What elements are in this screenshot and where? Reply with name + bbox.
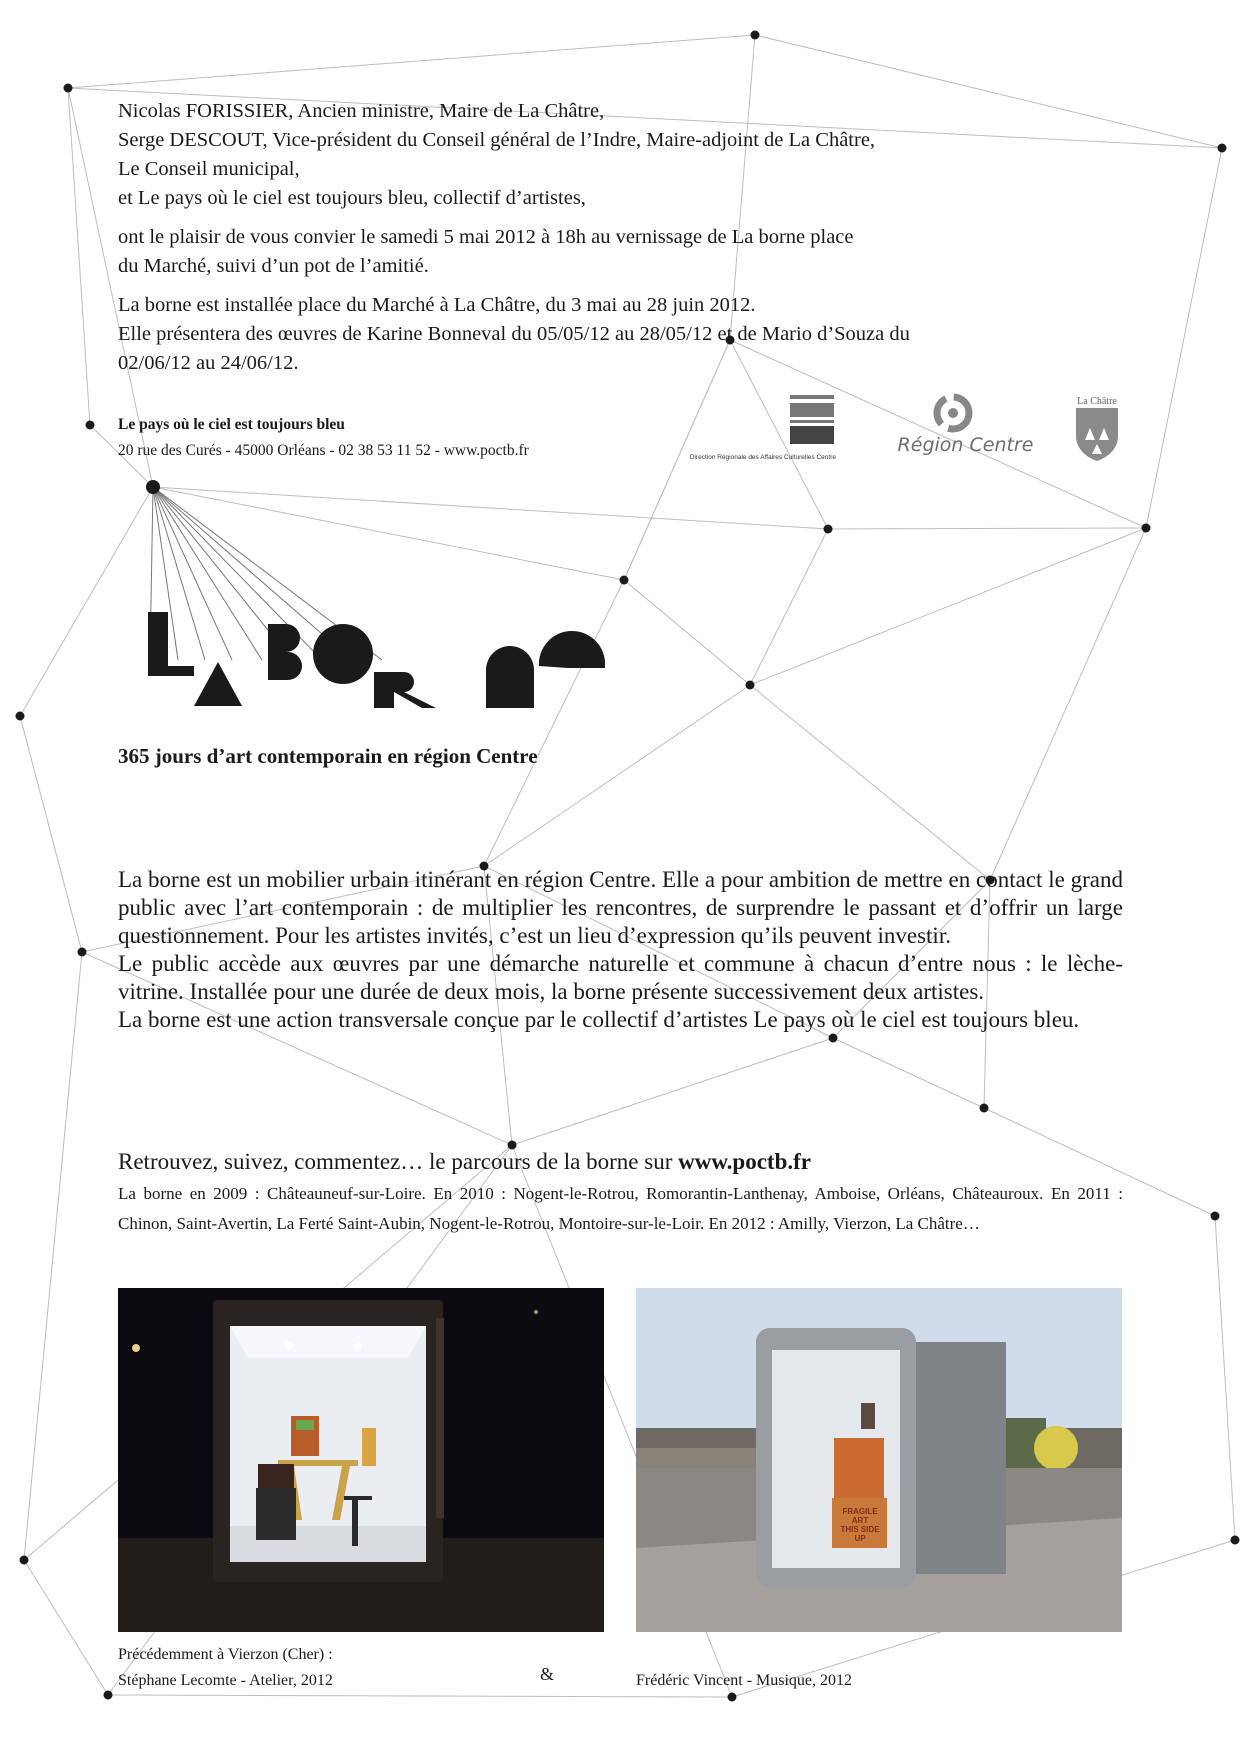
- drac-label: Direction Régionale des Affaires Culturelles Centre: [689, 454, 836, 461]
- partner-logos: [689, 393, 1130, 485]
- la-chatre-label: La Châtre: [1077, 396, 1117, 407]
- network-node: [146, 480, 160, 494]
- invite-line: ont le plaisir de vous convier le samedi 5 mai 2012 à 18h au vernissage de La borne place: [118, 226, 854, 248]
- network-node: [824, 525, 833, 534]
- description-block: [118, 866, 1123, 1034]
- network-node: [64, 84, 73, 93]
- details-line: 02/06/12 au 24/06/12.: [118, 352, 299, 374]
- network-node: [78, 948, 87, 957]
- details-line: La borne est installée place du Marché à La Châtre, du 3 mai au 28 juin 2012.: [118, 294, 756, 316]
- network-line: [153, 487, 828, 529]
- network-line: [68, 35, 755, 88]
- caption-left-line1: Précédemment à Vierzon (Cher) :: [118, 1646, 333, 1663]
- network-node: [980, 1104, 989, 1113]
- network-line: [1146, 148, 1222, 528]
- network-node: [86, 421, 95, 430]
- network-node: [1218, 144, 1227, 153]
- organizer-address: 20 rue des Curés - 45000 Orléans - 02 38 53 11 52 - www.poctb.fr: [118, 442, 529, 459]
- la-chatre-crest: [1074, 396, 1120, 462]
- network-node: [829, 1034, 838, 1043]
- network-line: [153, 487, 624, 580]
- website-link[interactable]: www.poctb.fr: [678, 1149, 811, 1174]
- region-centre-icon: [893, 393, 1038, 433]
- network-node: [620, 576, 629, 585]
- follow-text: Retrouvez, suivez, commentez… le parcours de la borne sur: [118, 1149, 679, 1174]
- details-line: Elle présentera des œuvres de Karine Bonneval du 05/05/12 au 28/05/12 et de Mario d’Souza du: [118, 323, 910, 345]
- caption-left-line2: Stéphane Lecomte - Atelier, 2012: [118, 1672, 333, 1689]
- network-line: [750, 685, 990, 880]
- network-line: [512, 1038, 833, 1145]
- region-centre-logo: [893, 393, 1038, 463]
- la-borne-title-logo: [146, 610, 606, 712]
- host-line: Serge DESCOUT, Vice-président du Conseil général de l’Indre, Maire-adjoint de La Châtre,: [118, 129, 876, 151]
- caption-left: [118, 1642, 333, 1694]
- host-line: Nicolas FORISSIER, Ancien ministre, Maire de La Châtre,: [118, 100, 605, 122]
- network-node: [1142, 524, 1151, 533]
- caption-ampersand: &: [540, 1664, 555, 1684]
- drac-logo: [689, 393, 838, 483]
- organizer-name: Le pays où le ciel est toujours bleu: [118, 416, 345, 433]
- network-node: [20, 1556, 29, 1565]
- invitation-block: [118, 97, 1118, 378]
- network-node: [16, 712, 25, 721]
- shield-icon: [1074, 406, 1120, 462]
- region-centre-label: Région Centre: [897, 434, 1034, 456]
- network-line: [20, 716, 82, 952]
- organizer-block: [118, 412, 529, 464]
- description-paragraph: Le public accède aux œuvres par une démarche naturelle et commune à chacun d’entre nous : le lèche-vitrine. Installée pour une durée de deux mois, la borne présente successivement deux artistes.: [118, 951, 1123, 1004]
- crate-line: FRAGILE: [842, 1507, 878, 1516]
- network-line: [484, 685, 750, 866]
- description-paragraph: La borne est un mobilier urbain itinérant en région Centre. Elle a pour ambition de mettre en contact le grand public avec l’art contemporain : de multiplier les rencontres, de surprendre le passant et d’offrir un large questionnement. Pour les artistes invités, c’est un lieu d’expression qu’ils peuvent investir.: [118, 867, 1123, 948]
- network-node: [1211, 1212, 1220, 1221]
- network-line: [750, 529, 828, 685]
- follow-line: [118, 1149, 1123, 1175]
- network-line: [1215, 1216, 1235, 1540]
- network-line: [24, 1560, 108, 1695]
- network-node: [104, 1691, 113, 1700]
- photo-musique-outdoor: [636, 1288, 1122, 1632]
- network-line: [20, 487, 153, 716]
- network-node: [1231, 1536, 1240, 1545]
- network-node: [746, 681, 755, 690]
- crate-line: UP: [854, 1534, 866, 1543]
- history-paragraph: La borne en 2009 : Châteauneuf-sur-Loire. En 2010 : Nogent-le-Rotrou, Romorantin-Lanthenay, Amboise, Orléans, Châteauroux. En 2011 : Chinon, Saint-Avertin, La Ferté Saint-Aubin, Nogent-le-Rotrou, Montoire-sur-le-Loir. En 2012 : Amilly, Vierzon, La Châtre…: [118, 1184, 1123, 1233]
- network-line: [833, 1038, 984, 1108]
- tagline: 365 jours d’art contemporain en région Centre: [118, 744, 538, 768]
- network-line: [828, 528, 1146, 529]
- photo-atelier-vierzon: [118, 1288, 604, 1632]
- host-line: Le Conseil municipal,: [118, 158, 300, 180]
- network-line: [624, 580, 750, 685]
- description-paragraph: La borne est une action transversale conçue par le collectif d’artistes Le pays où le ciel est toujours bleu.: [118, 1007, 1080, 1032]
- caption-right: Frédéric Vincent - Musique, 2012: [636, 1672, 853, 1689]
- network-line: [108, 1695, 732, 1697]
- host-line: et Le pays où le ciel est toujours bleu, collectif d’artistes,: [118, 187, 586, 209]
- network-line: [24, 952, 82, 1560]
- invite-line: du Marché, suivi d’un pot de l’amitié.: [118, 255, 429, 277]
- network-node: [751, 31, 760, 40]
- crate-line: ART: [851, 1516, 869, 1525]
- crate-line: THIS SIDE: [840, 1525, 880, 1534]
